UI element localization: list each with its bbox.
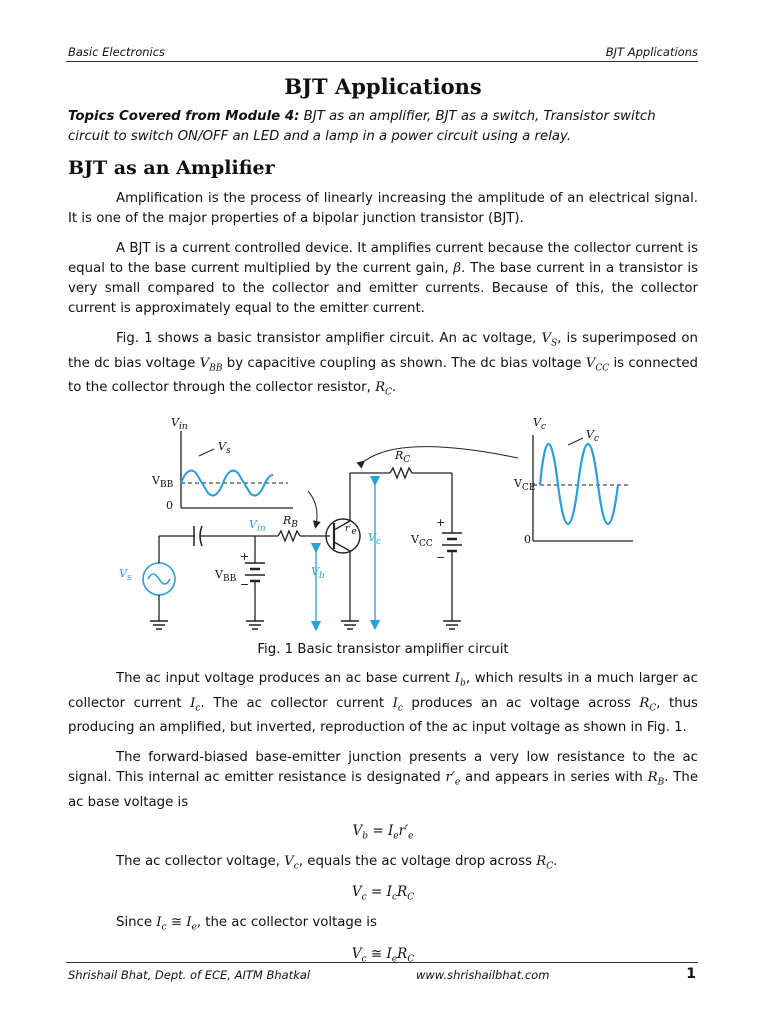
ground-symbol-2 <box>246 621 264 629</box>
label-vcc: $V_{CC}$ <box>411 532 433 550</box>
label-vc-axis: $V_c$ <box>533 415 546 433</box>
p3-text-c: by capacitive coupling as shown. The dc bias voltage <box>222 355 586 371</box>
label-vin-node: $V_{in}$ <box>249 517 266 535</box>
paragraph-3 <box>68 329 698 403</box>
p3-text-e: . <box>391 380 397 396</box>
resistor-rc <box>390 468 412 478</box>
section-heading-amplifier: BJT as an Amplifier <box>68 157 275 179</box>
label-zero-left: 0 <box>166 498 173 512</box>
p3-text-b: , is superimposed on the dc bias voltage <box>68 331 698 371</box>
page-content <box>68 72 698 974</box>
paragraph-6: The ac collector voltage, $V_c$, equals the ac voltage drop across $R_C$. <box>116 853 558 872</box>
label-vin-axis: $V_{in}$ <box>171 415 188 433</box>
var-rc: $R_C$ <box>375 380 392 398</box>
ground-symbol-1 <box>150 621 168 629</box>
label-zero-right: 0 <box>524 532 531 546</box>
label-plus-vcc: + <box>436 515 446 529</box>
paragraph-4: The ac input voltage produces an ac base current $I_b$, which results in a much larger ac collector current $I_c$. The ac collector current $I_c$ produces an ac voltage across $R_C$, thus producing an amplified, but inverted, reproduction of the ac input voltage as shown in Fig. 1. <box>68 670 698 736</box>
label-vc-mid: $V_c$ <box>368 530 381 548</box>
ground-symbol-4 <box>443 621 461 629</box>
amplifier-circuit-diagram <box>68 413 698 638</box>
ground-symbol-3 <box>341 621 359 629</box>
label-vb: $V_b$ <box>311 564 325 582</box>
label-vs-wave: $V_s$ <box>218 439 231 457</box>
label-minus-vcc: − <box>436 550 446 564</box>
var-vcc: $V_{CC}$ <box>585 355 610 374</box>
label-re-transistor: $r'_e$ <box>345 523 357 537</box>
page-number: 1 <box>686 966 696 982</box>
p2-text-a: A BJT is a current controlled device. It amplifies current because the collector current is equal to the base current multiplied by the current gain, <box>68 241 698 276</box>
page-title: BJT Applications <box>284 74 482 99</box>
label-vbb-source: $V_{BB}$ <box>215 567 237 585</box>
figure-caption: Fig. 1 Basic transistor amplifier circuit <box>257 641 509 657</box>
label-vs-source: $V_s$ <box>119 566 132 584</box>
paragraph-2 <box>68 239 698 319</box>
output-waveform-graph <box>533 435 633 541</box>
p3-text-a: Fig. 1 shows a basic transistor amplifier circuit. An ac voltage, <box>116 331 542 346</box>
battery-vcc <box>442 533 462 551</box>
label-plus-vbb: + <box>240 549 250 563</box>
topics-paragraph <box>68 107 698 147</box>
vs-pointer <box>199 449 214 456</box>
equation-vb: $V_b = I_er'_e$ <box>352 822 414 842</box>
equation-vc: $V_c = I_cR_C$ <box>351 884 415 903</box>
label-rb: $R_B$ <box>283 513 298 531</box>
page-header <box>66 43 698 62</box>
label-vbb-axis: $V_{BB}$ <box>152 473 174 491</box>
input-waveform-graph <box>181 431 293 508</box>
resistor-rb <box>278 531 300 541</box>
footer-author: Shrishail Bhat, Dept. of ECE, AITM Bhatkal <box>68 968 311 982</box>
page-footer <box>66 962 698 983</box>
output-sine-wave <box>540 444 618 524</box>
label-vce: $V_{CE}$ <box>514 476 536 494</box>
topics-text: BJT as an amplifier, BJT as a switch, Transistor switch circuit to switch ON/OFF an LED and a lamp in a power circuit using a relay. <box>68 109 656 144</box>
paragraph-7: Since $I_c$ ≅ $I_e$, the ac collector voltage is <box>116 914 377 933</box>
beta-symbol: β <box>453 261 462 276</box>
footer-website[interactable]: www.shrishailbhat.com <box>416 968 550 982</box>
topics-label: Topics Covered from Module 4: <box>68 109 300 124</box>
p3-text-d: is connected to the collector through the collector resistor, <box>68 355 698 396</box>
p2-text-b: . The base current in a transistor is very small compared to the collector and emitter currents. Because of this, the collector current is approximately equal to the emitter current. <box>68 261 698 316</box>
header-left: Basic Electronics <box>68 45 166 59</box>
label-vc-wave: $V_c$ <box>586 427 599 445</box>
equation-vc-approx: $V_c$ ≅ $I_eR_C$ <box>351 945 415 965</box>
label-rc: $R_C$ <box>395 448 411 466</box>
figure-amplifier-circuit <box>68 413 698 638</box>
var-vs: $V_S$ <box>541 331 558 349</box>
vc-pointer <box>568 438 583 445</box>
paragraph-1: Amplification is the process of linearly increasing the amplitude of an electrical signal. It is one of the major properties of a bipolar junction transistor (BJT). <box>68 191 698 226</box>
paragraph-5: The forward-biased base-emitter junction presents a very low resistance to the ac signal. This internal ac emitter resistance is designated $r'_e$ and appears in series with $R_B$. The ac base voltage is <box>68 750 699 810</box>
var-vbb: $V_{BB}$ <box>199 355 223 374</box>
label-minus-vbb: − <box>240 577 250 591</box>
header-right: BJT Applications <box>605 45 698 59</box>
